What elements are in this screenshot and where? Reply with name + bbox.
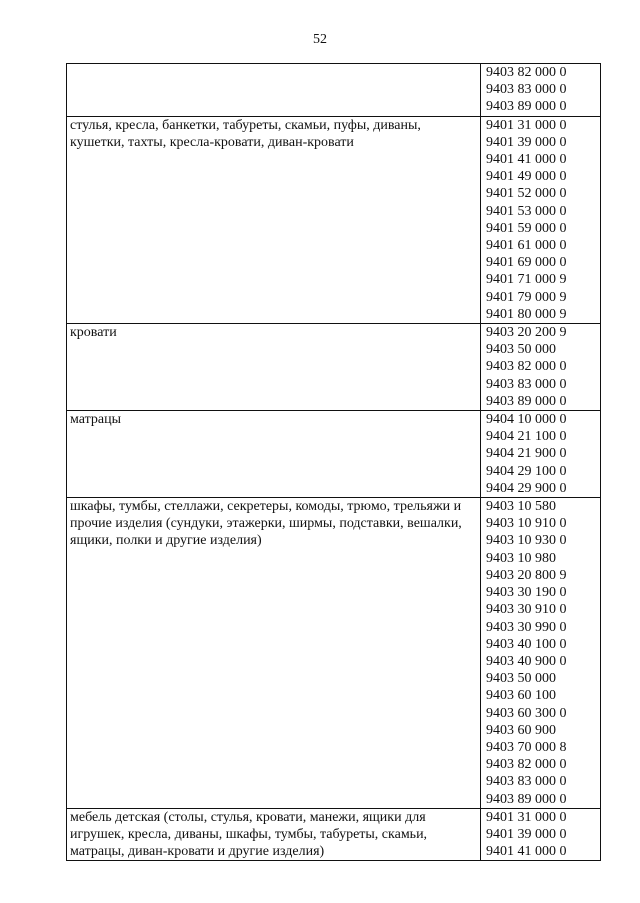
tn-ved-code: 9403 20 200 9 [486,325,567,341]
table-row [67,411,601,498]
tn-ved-code: 9403 40 100 0 [486,636,567,652]
tn-ved-code: 9403 82 000 0 [486,757,567,773]
tn-ved-code: 9404 10 000 0 [486,412,567,428]
product-description: шкафы, тумбы, стеллажи, секретеры, комоды, трюмо, трельяжи и прочие изделия (сундуки, этажерки, ширмы, подставки, вешалки, ящики, полки и другие изделия) [70,499,462,549]
tn-ved-code: 9403 40 900 0 [486,653,567,669]
tn-ved-code: 9401 31 000 0 [486,117,567,133]
tn-ved-code: 9403 20 800 9 [486,567,567,583]
tn-ved-code: 9404 21 900 0 [486,446,567,462]
tn-ved-code: 9401 39 000 0 [486,134,567,150]
tn-ved-code: 9403 89 000 0 [486,99,567,115]
tn-ved-code: 9403 30 990 0 [486,619,567,635]
codes-cell [481,116,601,323]
tn-ved-code: 9403 83 000 0 [486,82,567,98]
tn-ved-code: 9401 80 000 9 [486,306,567,322]
table-row [67,64,601,117]
tn-ved-code: 9401 71 000 9 [486,272,567,288]
tn-ved-code: 9401 49 000 0 [486,169,567,185]
tn-ved-code: 9403 82 000 0 [486,359,567,375]
table-body [67,64,601,861]
tn-ved-code: 9401 61 000 0 [486,238,567,254]
tn-ved-code: 9403 70 000 8 [486,739,567,755]
codes-cell [481,64,601,117]
tn-ved-code: 9403 83 000 0 [486,376,567,392]
codes-cell [481,498,601,809]
product-code-table [66,63,601,861]
description-cell [67,808,481,861]
tn-ved-code: 9403 50 000 [486,671,556,687]
table-row [67,808,601,861]
table-row [67,116,601,323]
tn-ved-code: 9401 41 000 0 [486,844,567,860]
codes-cell [481,411,601,498]
tn-ved-code: 9401 52 000 0 [486,186,567,202]
tn-ved-code: 9401 41 000 0 [486,152,567,168]
tn-ved-code: 9404 29 900 0 [486,480,567,496]
table-row [67,324,601,411]
table-row [67,498,601,809]
description-cell [67,411,481,498]
product-description: кровати [70,325,117,341]
tn-ved-code: 9403 10 580 [486,499,556,515]
tn-ved-code: 9404 21 100 0 [486,429,567,445]
description-cell [67,498,481,809]
tn-ved-code: 9403 30 190 0 [486,585,567,601]
tn-ved-code: 9403 60 300 0 [486,705,567,721]
tn-ved-code: 9401 31 000 0 [486,809,567,825]
page-number: 52 [313,32,327,47]
codes-cell [481,808,601,861]
description-cell [67,324,481,411]
tn-ved-code: 9401 69 000 0 [486,255,567,271]
tn-ved-code: 9403 82 000 0 [486,65,567,80]
tn-ved-code: 9403 10 930 0 [486,533,567,549]
product-description: стулья, кресла, банкетки, табуреты, скамьи, пуфы, диваны, кушетки, тахты, кресла-кровати, диван-кровати [70,117,421,150]
tn-ved-code: 9403 10 980 [486,550,556,566]
tn-ved-code: 9401 79 000 9 [486,289,567,305]
tn-ved-code: 9403 89 000 0 [486,393,567,409]
tn-ved-code: 9403 60 100 [486,688,556,704]
tn-ved-code: 9403 83 000 0 [486,774,567,790]
tn-ved-code: 9403 30 910 0 [486,602,567,618]
tn-ved-code: 9403 50 000 [486,342,556,358]
tn-ved-code: 9401 39 000 0 [486,826,567,842]
tn-ved-code: 9403 89 000 0 [486,791,567,807]
tn-ved-code: 9404 29 100 0 [486,463,567,479]
product-description: мебель детская (столы, стулья, кровати, манежи, ящики для игрушек, кресла, диваны, шкафы, тумбы, табуреты, скамьи, матрацы, диван-кровати и другие изделия) [70,809,428,860]
codes-cell [481,324,601,411]
description-cell [67,116,481,323]
description-cell [67,64,481,117]
product-description: матрацы [70,412,122,428]
tn-ved-code: 9403 10 910 0 [486,516,567,532]
tn-ved-code: 9401 53 000 0 [486,203,567,219]
tn-ved-code: 9401 59 000 0 [486,220,567,236]
tn-ved-code: 9403 60 900 [486,722,556,738]
